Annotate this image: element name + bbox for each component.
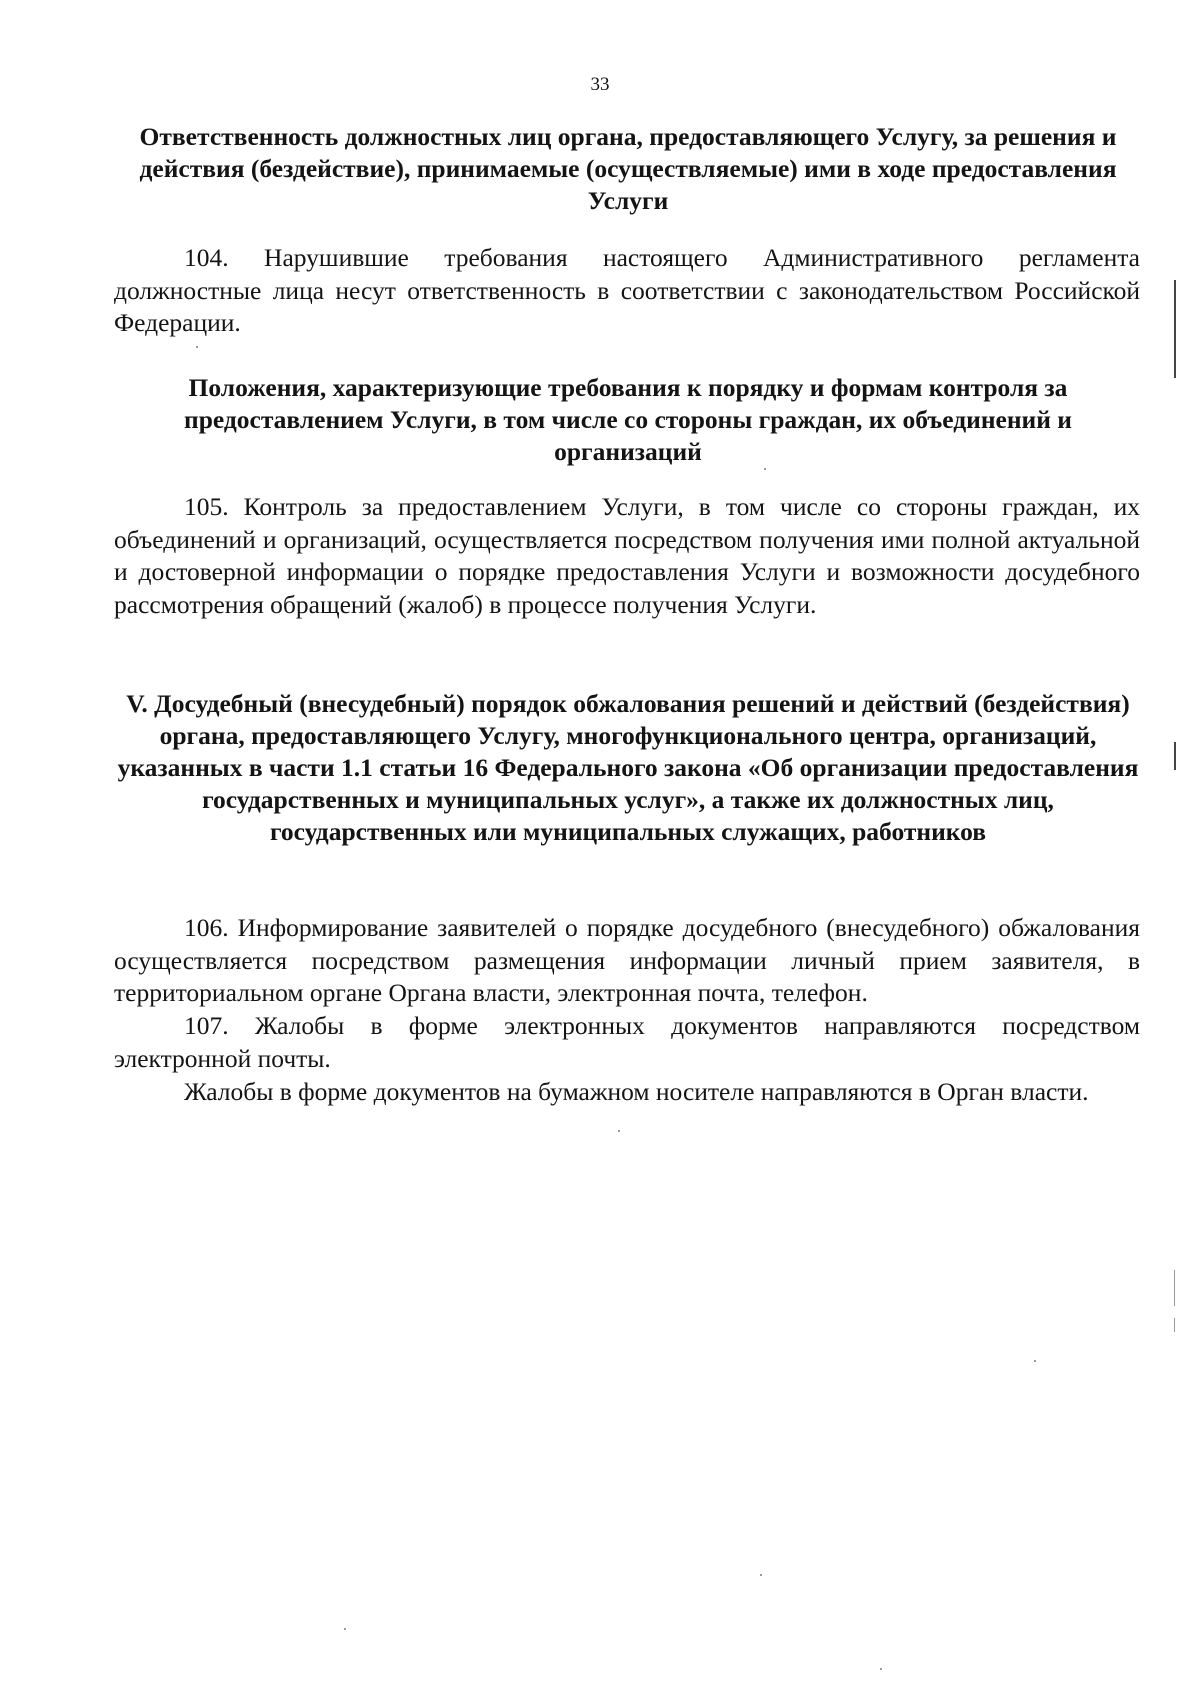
scan-speck xyxy=(880,1668,882,1670)
scan-artifact-line xyxy=(1174,280,1176,378)
scan-speck xyxy=(618,1130,620,1132)
paragraph-107-paper: Жалобы в форме документов на бумажном носителе направляются в Орган власти. xyxy=(184,1077,1089,1106)
paragraph-104: 104. Нарушившие требования настоящего Административного регламента должностные лица несут ответственность в соответствии с законодательством Российской Федерации. xyxy=(114,243,1140,337)
paragraph-106: 106. Информирование заявителей о порядке досудебного (внесудебного) обжалования осуществляется посредством размещения информации личный прием заявителя, в территориальном органе Органа власти, электронная почта, телефон. xyxy=(114,913,1140,1007)
page-number: 33 xyxy=(590,74,610,95)
paragraph-105: 105. Контроль за предоставлением Услуги, в том числе со стороны граждан, их объединений и организаций, осуществляется посредством получения ими полной актуальной и достоверной информации о порядке предоставления Услуги и возможности досудебного рассмотрения обращений (жалоб) в процессе получения Услуги. xyxy=(114,492,1140,619)
section-heading-responsibility: Ответственность должностных лиц органа, предоставляющего Услугу, за решения и действия (бездействие), принимаемые (осуществляемые) ими в ходе предоставления Услуги xyxy=(139,122,1117,215)
scan-speck xyxy=(1034,1360,1036,1362)
scan-speck xyxy=(760,1574,762,1576)
scan-speck xyxy=(196,346,198,348)
scan-speck xyxy=(764,468,766,470)
section-heading-pretrial-appeal: V. Досудебный (внесудебный) порядок обжалования решений и действий (бездействия) органа, предоставляющего Услугу, многофункционального центра, организаций, указанных в части 1.1 статьи 16 Федерального закона «Об организации предоставления государственных и муниципальных услуг», а также их должностных лиц, государственных или муниципальных служащих, работников xyxy=(117,689,1139,846)
scan-artifact-line xyxy=(1174,742,1176,770)
scan-artifact-line xyxy=(1174,1318,1175,1332)
scan-artifact-line xyxy=(1174,1270,1175,1306)
scan-speck xyxy=(344,1628,346,1630)
section-heading-control: Положения, характеризующие требования к порядку и формам контроля за предоставлением Услуги, в том числе со стороны граждан, их объединений и организаций xyxy=(184,373,1072,466)
paragraph-107: 107. Жалобы в форме электронных документов направляются посредством электронной почты. xyxy=(114,1011,1140,1073)
